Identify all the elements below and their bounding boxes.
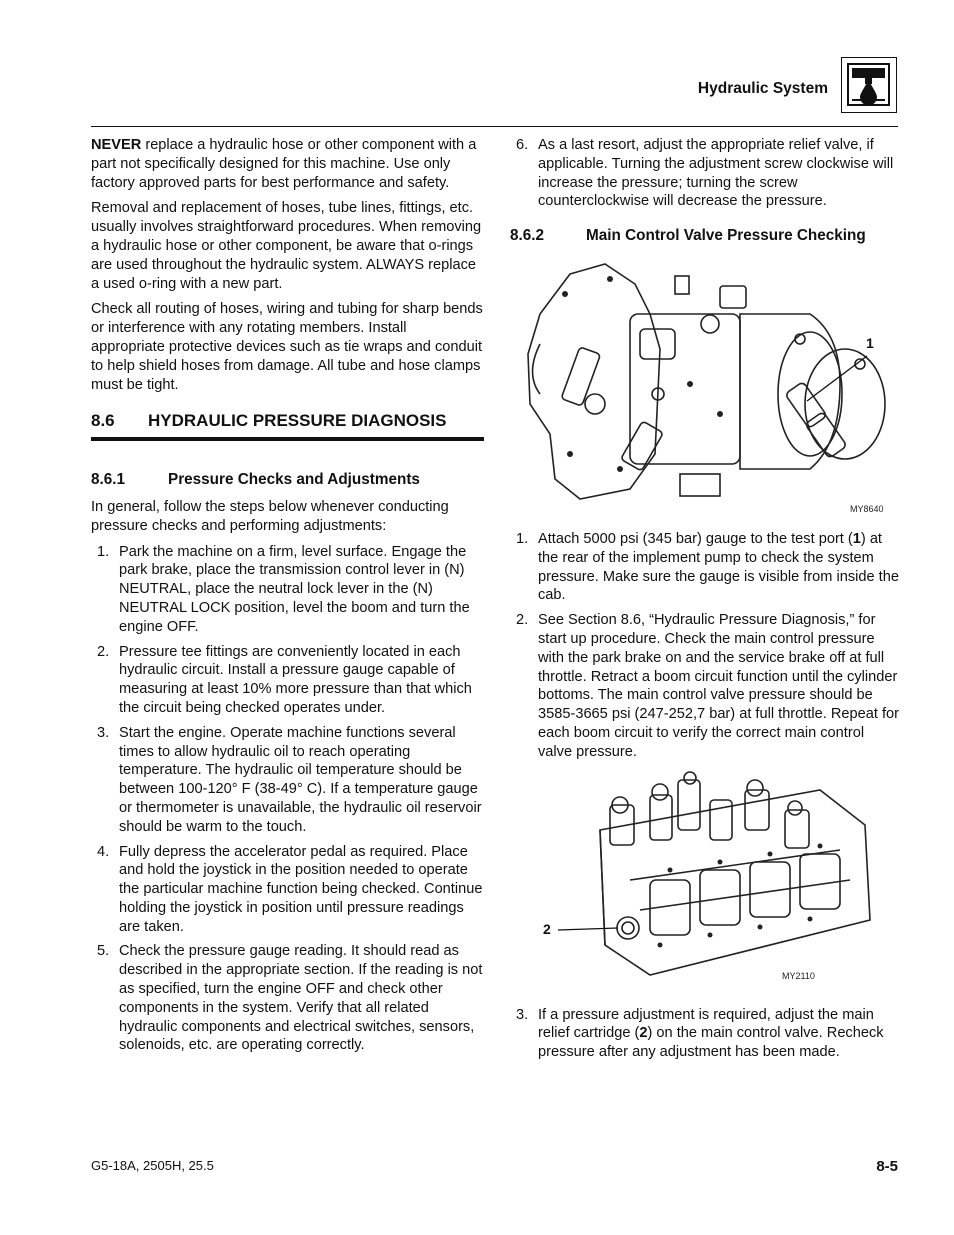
callout-leader-2 <box>558 928 618 930</box>
step-number: 4. <box>97 843 110 860</box>
list-item <box>510 136 900 211</box>
list-item <box>510 611 900 761</box>
page-number: 8-5 <box>876 1158 898 1175</box>
document-code: G5-18A, 2505H, 25.5 <box>91 1158 214 1173</box>
callout-ref: 1 <box>852 530 861 547</box>
step-number: 1. <box>97 543 110 560</box>
callout-ref: 2 <box>639 1025 648 1042</box>
step-text: ) on the main control valve. Recheck pressure after any adjustment has been made. <box>538 1025 884 1061</box>
step-number: 6. <box>516 137 529 153</box>
subsection-number: 8.6.1 <box>91 471 126 489</box>
list-item <box>91 643 484 718</box>
main-control-valve-figure <box>510 770 890 988</box>
hydraulic-system-icon <box>841 57 897 113</box>
step-number: 2. <box>516 612 529 629</box>
step-text: Check the pressure gauge reading. It should read as described in the appropriate section. If the reading is not as specified, turn the engine OFF and check other components in the system. Verify that all related hydraulic components and electrical switches, sensors, solenoids, etc. are operating correctly. <box>119 943 483 1054</box>
right-column <box>510 136 900 1068</box>
paragraph-removal: Removal and replacement of hoses, tube lines, fittings, etc. usually involves straightforward procedures. When removing a hydraulic hose or other component, be aware that o-rings are used throughout the hydraulic system. ALWAYS replace a used o-ring with a new part. <box>91 200 482 292</box>
step-number: 2. <box>97 643 110 660</box>
implement-pump-figure <box>510 254 890 516</box>
section-heading-8-6 <box>91 412 484 441</box>
figure-code: MY8640 <box>850 503 884 514</box>
list-item <box>91 543 484 637</box>
subsection-title: Main Control Valve Pressure Checking <box>586 227 866 245</box>
paragraph-never <box>91 136 484 192</box>
subsection-number: 8.6.2 <box>510 227 545 245</box>
step-text: See Section 8.6, “Hydraulic Pressure Diagnosis,” for start up procedure. Check the main control pressure with the park brake on and the service brake off at full throttle. Retract a boom circuit function until the cylinder bottoms. The main control valve pressure should be 3585-3665 psi (247-252,7 bar) at full throttle. Repeat for each boom circuit to verify the correct main control valve pressure. <box>538 612 900 760</box>
callout-1: 1 <box>866 334 874 351</box>
header-rule <box>91 126 898 127</box>
subsection-heading-8-6-2 <box>510 227 900 246</box>
paragraph-routing: Check all routing of hoses, wiring and tubing for sharp bends or interference with any rotating members. Install appropriate protective devices such as tie wraps and conduit to help shield hoses from damage. All tube and hose clamps must be tight. <box>91 301 483 393</box>
step-number: 3. <box>97 724 110 741</box>
list-item <box>510 1006 900 1062</box>
subsection-title: Pressure Checks and Adjustments <box>168 471 420 489</box>
step-text: Start the engine. Operate machine functions several times to allow hydraulic oil to reach operating temperature. The hydraulic oil temperature should be between 100-120° F (38-49° C). If a temperature gauge or thermometer is unavailable, the hydraulic oil reservoir should be warm to the touch. <box>119 724 482 835</box>
figure-code: MY2110 <box>782 970 815 981</box>
list-item <box>91 942 484 1055</box>
list-item <box>91 843 484 937</box>
step-text: Fully depress the accelerator pedal as required. Place and hold the joystick in the position needed to operate the particular machine function being checked. Continue holding the joystick in position until pressure readings are taken. <box>119 843 483 935</box>
step-text: Park the machine on a firm, level surface. Engage the park brake, place the transmission control lever in (N) NEUTRAL, place the neutral lock lever in the (N) NEUTRAL LOCK position, level the boom and turn the engine OFF. <box>119 543 470 635</box>
step-text: If a pressure adjustment is required, adjust the main relief cartridge ( <box>538 1006 874 1042</box>
section-title: HYDRAULIC PRESSURE DIAGNOSIS <box>148 411 447 431</box>
callout-2: 2 <box>543 920 551 937</box>
intro-paragraph: In general, follow the steps below whenever conducting pressure checks and performing adjustments: <box>91 498 449 534</box>
adjustment-steps <box>510 1006 900 1062</box>
procedure-list-continued <box>510 136 900 211</box>
step-text: ) at the rear of the implement pump to check the system pressure. Make sure the gauge is visible from inside the cab. <box>538 530 899 604</box>
list-item <box>510 530 900 605</box>
implement-pump-illustration <box>510 254 890 516</box>
step-text: As a last resort, adjust the appropriate relief valve, if applicable. Turning the adjustment screw clockwise will increase the pressure; turning the screw counterclockwise will decrease the pressure. <box>538 137 894 210</box>
procedure-list <box>91 543 484 1056</box>
left-column <box>91 136 484 1061</box>
never-emphasis: NEVER <box>91 137 142 153</box>
checking-steps <box>510 530 900 762</box>
step-number: 3. <box>516 1006 529 1023</box>
step-text: Attach 5000 psi (345 bar) gauge to the test port ( <box>538 530 853 547</box>
main-control-valve-illustration <box>510 770 890 988</box>
section-header-title: Hydraulic System <box>697 80 828 97</box>
step-number: 1. <box>516 530 529 547</box>
list-item <box>91 724 484 837</box>
paragraph-never-text: replace a hydraulic hose or other component with a part not specifically designed for this machine. Use only factory approved parts for best performance and safety. <box>91 137 477 191</box>
section-number: 8.6 <box>91 411 115 431</box>
subsection-heading-8-6-1 <box>91 471 484 490</box>
step-number: 5. <box>97 943 110 960</box>
step-text: Pressure tee fittings are conveniently located in each hydraulic circuit. Install a pressure gauge capable of measuring at least 10% more pressure than that which the circuit being checked operates under. <box>119 643 472 716</box>
